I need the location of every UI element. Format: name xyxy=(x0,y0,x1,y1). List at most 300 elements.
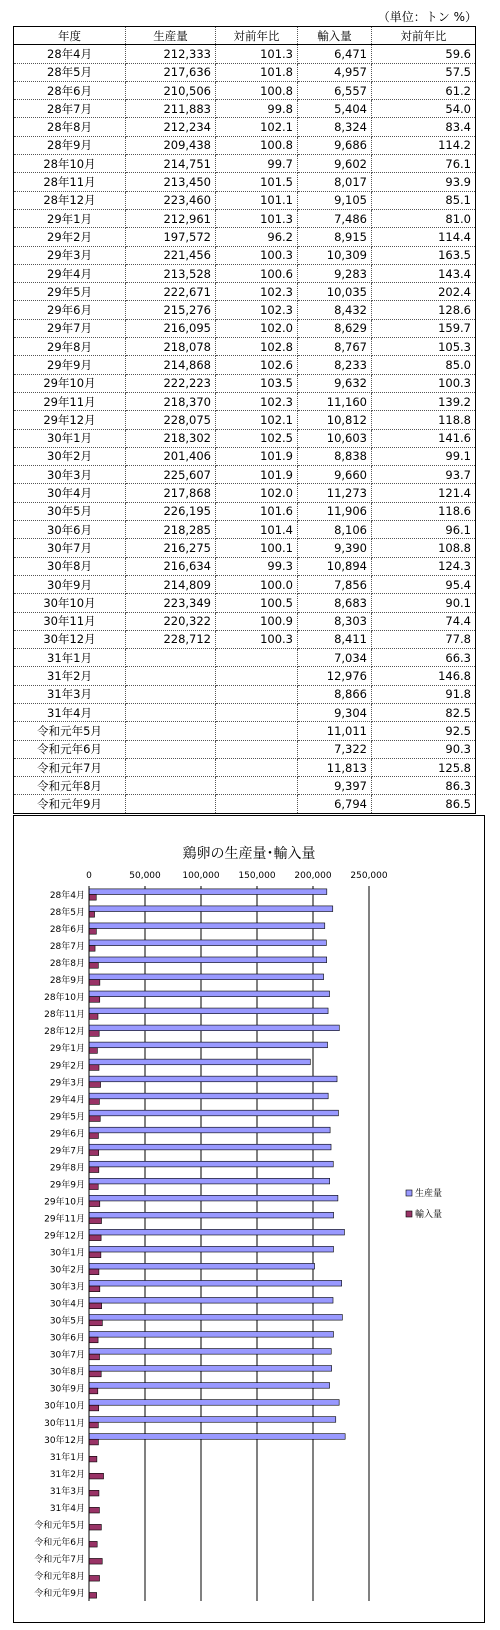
bar-production xyxy=(89,1246,333,1252)
bar-imports xyxy=(89,1048,97,1054)
cell-production: 228,712 xyxy=(126,630,216,648)
category-label: 30年11月 xyxy=(44,1418,85,1429)
category-label: 29年4月 xyxy=(49,1095,85,1106)
bar-imports xyxy=(89,1456,97,1462)
cell-production-yoy: 101.4 xyxy=(216,521,298,539)
cell-production-yoy: 100.8 xyxy=(216,81,298,99)
bar-production xyxy=(89,957,327,963)
cell-period: 31年2月 xyxy=(14,667,126,685)
category-label: 31年4月 xyxy=(49,1503,85,1514)
cell-imports: 9,660 xyxy=(298,466,372,484)
cell-production-yoy: 100.3 xyxy=(216,630,298,648)
cell-period: 28年6月 xyxy=(14,81,126,99)
bar-production xyxy=(89,1349,331,1355)
bar-imports xyxy=(89,1218,101,1224)
table-row xyxy=(14,557,476,575)
cell-imports: 9,304 xyxy=(298,703,372,721)
table-row xyxy=(14,649,476,667)
bar-imports xyxy=(89,1320,102,1326)
category-label: 29年5月 xyxy=(49,1112,85,1123)
cell-imports: 9,602 xyxy=(298,155,372,173)
cell-period: 28年10月 xyxy=(14,155,126,173)
bar-imports xyxy=(89,1269,99,1275)
cell-production-yoy: 102.0 xyxy=(216,319,298,337)
table-row xyxy=(14,722,476,740)
cell-period: 令和元年9月 xyxy=(14,795,126,813)
cell-production xyxy=(126,703,216,721)
bar-production xyxy=(89,1110,338,1116)
cell-period: 30年7月 xyxy=(14,539,126,557)
cell-production-yoy xyxy=(216,795,298,813)
cell-imports-yoy: 90.3 xyxy=(372,740,476,758)
bar-imports xyxy=(89,895,96,901)
cell-period: 令和元年7月 xyxy=(14,758,126,776)
cell-period: 29年11月 xyxy=(14,392,126,410)
table-row xyxy=(14,630,476,648)
header-period: 年度 xyxy=(14,27,126,45)
cell-production xyxy=(126,740,216,758)
cell-production-yoy: 101.3 xyxy=(216,209,298,227)
cell-imports: 8,303 xyxy=(298,612,372,630)
cell-imports-yoy: 128.6 xyxy=(372,301,476,319)
category-label: 30年1月 xyxy=(49,1248,85,1259)
cell-production-yoy: 102.3 xyxy=(216,392,298,410)
cell-production: 218,370 xyxy=(126,392,216,410)
bar-imports xyxy=(89,929,96,935)
category-label: 29年9月 xyxy=(49,1180,85,1191)
cell-imports-yoy: 118.6 xyxy=(372,502,476,520)
table-row xyxy=(14,338,476,356)
cell-imports: 8,017 xyxy=(298,173,372,191)
bar-imports xyxy=(89,1422,98,1428)
bar-production xyxy=(89,1314,342,1320)
cell-production-yoy: 103.5 xyxy=(216,374,298,392)
cell-production: 209,438 xyxy=(126,136,216,154)
cell-production-yoy: 102.0 xyxy=(216,484,298,502)
bar-imports xyxy=(89,1065,99,1071)
cell-production: 213,528 xyxy=(126,264,216,282)
bar-imports xyxy=(89,963,98,969)
cell-period: 30年1月 xyxy=(14,429,126,447)
category-label: 30年8月 xyxy=(49,1367,85,1378)
cell-imports: 12,976 xyxy=(298,667,372,685)
cell-period: 令和元年8月 xyxy=(14,777,126,795)
table-row xyxy=(14,81,476,99)
cell-period: 28年9月 xyxy=(14,136,126,154)
cell-production: 223,349 xyxy=(126,594,216,612)
cell-production-yoy: 100.0 xyxy=(216,575,298,593)
cell-imports-yoy: 92.5 xyxy=(372,722,476,740)
table-row xyxy=(14,685,476,703)
cell-production-yoy: 101.3 xyxy=(216,45,298,63)
cell-imports-yoy: 86.5 xyxy=(372,795,476,813)
category-label: 令和元年5月 xyxy=(34,1520,85,1531)
cell-imports: 10,603 xyxy=(298,429,372,447)
bar-production xyxy=(89,1195,338,1201)
category-label: 29年10月 xyxy=(44,1197,85,1208)
bar-production xyxy=(89,1383,330,1389)
cell-production xyxy=(126,795,216,813)
table-row xyxy=(14,539,476,557)
cell-production-yoy: 100.3 xyxy=(216,246,298,264)
table-row xyxy=(14,173,476,191)
bar-production xyxy=(89,1400,339,1406)
table-row xyxy=(14,667,476,685)
category-label: 31年2月 xyxy=(49,1469,85,1480)
cell-production-yoy xyxy=(216,667,298,685)
cell-production-yoy xyxy=(216,649,298,667)
header-production-yoy: 対前年比 xyxy=(216,27,298,45)
bar-imports xyxy=(89,1371,101,1377)
cell-period: 30年5月 xyxy=(14,502,126,520)
cell-production-yoy: 100.5 xyxy=(216,594,298,612)
cell-production: 212,333 xyxy=(126,45,216,63)
cell-production-yoy xyxy=(216,740,298,758)
bar-imports xyxy=(89,1575,100,1581)
cell-period: 28年12月 xyxy=(14,191,126,209)
cell-imports-yoy: 86.3 xyxy=(372,777,476,795)
bar-production xyxy=(89,991,330,997)
bar-imports xyxy=(89,1099,99,1105)
cell-imports-yoy: 57.5 xyxy=(372,63,476,81)
cell-production-yoy: 102.3 xyxy=(216,301,298,319)
cell-period: 30年3月 xyxy=(14,466,126,484)
cell-period: 28年7月 xyxy=(14,100,126,118)
cell-period: 30年12月 xyxy=(14,630,126,648)
bar-imports xyxy=(89,997,100,1003)
table-row xyxy=(14,740,476,758)
table-row xyxy=(14,209,476,227)
category-label: 28年10月 xyxy=(44,993,85,1004)
table-row xyxy=(14,466,476,484)
table-row xyxy=(14,356,476,374)
cell-production xyxy=(126,758,216,776)
cell-production-yoy: 100.1 xyxy=(216,539,298,557)
cell-production-yoy: 101.9 xyxy=(216,466,298,484)
bar-production xyxy=(89,889,327,895)
cell-period: 29年6月 xyxy=(14,301,126,319)
cell-production: 216,095 xyxy=(126,319,216,337)
cell-production-yoy xyxy=(216,685,298,703)
cell-imports-yoy: 121.4 xyxy=(372,484,476,502)
category-label: 31年1月 xyxy=(49,1452,85,1463)
cell-imports-yoy: 61.2 xyxy=(372,81,476,99)
x-tick-label: 250,000 xyxy=(350,871,388,881)
x-tick-label: 200,000 xyxy=(294,871,332,881)
cell-imports: 9,390 xyxy=(298,539,372,557)
chart-panel xyxy=(13,815,485,1623)
table-row xyxy=(14,392,476,410)
bar-imports xyxy=(89,1014,98,1020)
table-row xyxy=(14,703,476,721)
cell-period: 28年11月 xyxy=(14,173,126,191)
cell-production-yoy: 102.5 xyxy=(216,429,298,447)
unit-note: （単位：トン %） xyxy=(377,10,477,24)
bar-imports xyxy=(89,1286,100,1292)
category-label: 29年12月 xyxy=(44,1231,85,1242)
cell-imports: 8,411 xyxy=(298,630,372,648)
bar-production xyxy=(89,1127,330,1133)
table-row xyxy=(14,228,476,246)
category-label: 令和元年7月 xyxy=(34,1554,85,1565)
bar-imports xyxy=(89,1150,99,1156)
cell-production: 216,634 xyxy=(126,557,216,575)
cell-imports-yoy: 91.8 xyxy=(372,685,476,703)
cell-production-yoy: 101.1 xyxy=(216,191,298,209)
cell-imports-yoy: 81.0 xyxy=(372,209,476,227)
category-label: 29年3月 xyxy=(49,1078,85,1089)
bar-imports xyxy=(89,1490,99,1496)
table-row xyxy=(14,45,476,63)
cell-production-yoy xyxy=(216,703,298,721)
cell-imports: 9,632 xyxy=(298,374,372,392)
cell-imports-yoy: 82.5 xyxy=(372,703,476,721)
cell-period: 29年8月 xyxy=(14,338,126,356)
bar-production xyxy=(89,923,325,929)
cell-imports-yoy: 139.2 xyxy=(372,392,476,410)
legend-swatch-production xyxy=(406,1190,412,1196)
bar-production xyxy=(89,1366,332,1372)
cell-imports-yoy: 74.4 xyxy=(372,612,476,630)
cell-period: 30年4月 xyxy=(14,484,126,502)
bar-production xyxy=(89,974,324,980)
table-body xyxy=(14,45,476,813)
x-tick-label: 150,000 xyxy=(238,871,276,881)
cell-production: 223,460 xyxy=(126,191,216,209)
cell-imports-yoy: 125.8 xyxy=(372,758,476,776)
cell-imports: 9,397 xyxy=(298,777,372,795)
cell-imports-yoy: 54.0 xyxy=(372,100,476,118)
table-row xyxy=(14,246,476,264)
cell-imports: 6,557 xyxy=(298,81,372,99)
cell-imports: 7,034 xyxy=(298,649,372,667)
bar-production xyxy=(89,1161,333,1167)
bar-production xyxy=(89,1076,337,1082)
cell-production: 220,322 xyxy=(126,612,216,630)
category-label: 28年6月 xyxy=(49,925,85,936)
bar-imports xyxy=(89,1405,99,1411)
cell-production-yoy: 102.1 xyxy=(216,118,298,136)
cell-period: 28年4月 xyxy=(14,45,126,63)
cell-imports-yoy: 59.6 xyxy=(372,45,476,63)
cell-imports: 7,322 xyxy=(298,740,372,758)
cell-production: 217,636 xyxy=(126,63,216,81)
cell-production: 212,234 xyxy=(126,118,216,136)
cell-production-yoy: 102.6 xyxy=(216,356,298,374)
cell-period: 30年2月 xyxy=(14,447,126,465)
cell-production-yoy: 100.6 xyxy=(216,264,298,282)
cell-production: 221,456 xyxy=(126,246,216,264)
cell-imports-yoy: 76.1 xyxy=(372,155,476,173)
table-row xyxy=(14,429,476,447)
cell-production: 214,751 xyxy=(126,155,216,173)
bar-imports xyxy=(89,1235,101,1241)
cell-production-yoy: 101.6 xyxy=(216,502,298,520)
cell-production-yoy: 101.5 xyxy=(216,173,298,191)
cell-imports: 7,486 xyxy=(298,209,372,227)
cell-production: 218,285 xyxy=(126,521,216,539)
cell-period: 31年3月 xyxy=(14,685,126,703)
table-row xyxy=(14,502,476,520)
table-row xyxy=(14,374,476,392)
cell-imports-yoy: 95.4 xyxy=(372,575,476,593)
bar-production xyxy=(89,906,333,912)
bar-imports xyxy=(89,1252,101,1258)
cell-production xyxy=(126,722,216,740)
cell-period: 30年10月 xyxy=(14,594,126,612)
bar-production xyxy=(89,1297,333,1303)
category-label: 令和元年8月 xyxy=(34,1571,85,1582)
bar-production xyxy=(89,940,326,946)
cell-production: 215,276 xyxy=(126,301,216,319)
cell-production: 201,406 xyxy=(126,447,216,465)
table-header-row xyxy=(14,27,476,45)
cell-imports-yoy: 85.0 xyxy=(372,356,476,374)
header-imports: 輸入量 xyxy=(298,27,372,45)
cell-imports: 11,813 xyxy=(298,758,372,776)
cell-imports: 8,106 xyxy=(298,521,372,539)
cell-production: 222,223 xyxy=(126,374,216,392)
cell-production: 210,506 xyxy=(126,81,216,99)
table-row xyxy=(14,447,476,465)
cell-production-yoy: 99.8 xyxy=(216,100,298,118)
cell-imports-yoy: 159.7 xyxy=(372,319,476,337)
cell-imports-yoy: 100.3 xyxy=(372,374,476,392)
cell-imports: 9,283 xyxy=(298,264,372,282)
cell-imports-yoy: 83.4 xyxy=(372,118,476,136)
cell-period: 令和元年6月 xyxy=(14,740,126,758)
cell-imports: 10,309 xyxy=(298,246,372,264)
cell-imports: 11,273 xyxy=(298,484,372,502)
bar-imports xyxy=(89,1388,98,1394)
category-label: 令和元年6月 xyxy=(34,1537,85,1548)
bar-production xyxy=(89,1042,328,1048)
cell-production xyxy=(126,685,216,703)
cell-imports-yoy: 99.1 xyxy=(372,447,476,465)
cell-production-yoy xyxy=(216,722,298,740)
header-imports-yoy: 対前年比 xyxy=(372,27,476,45)
bar-imports xyxy=(89,1082,101,1088)
cell-imports-yoy: 124.3 xyxy=(372,557,476,575)
cell-production-yoy: 100.8 xyxy=(216,136,298,154)
cell-period: 30年11月 xyxy=(14,612,126,630)
cell-production-yoy: 96.2 xyxy=(216,228,298,246)
cell-production-yoy: 99.3 xyxy=(216,557,298,575)
table-row xyxy=(14,575,476,593)
cell-imports-yoy: 85.1 xyxy=(372,191,476,209)
bar-imports xyxy=(89,1473,104,1479)
cell-imports: 5,404 xyxy=(298,100,372,118)
cell-production: 216,275 xyxy=(126,539,216,557)
cell-production: 222,671 xyxy=(126,283,216,301)
category-label: 30年2月 xyxy=(49,1265,85,1276)
cell-production-yoy: 102.8 xyxy=(216,338,298,356)
table-row xyxy=(14,795,476,813)
cell-imports-yoy: 118.8 xyxy=(372,411,476,429)
category-label: 30年7月 xyxy=(49,1350,85,1361)
cell-imports: 8,683 xyxy=(298,594,372,612)
cell-imports: 8,432 xyxy=(298,301,372,319)
cell-imports-yoy: 202.4 xyxy=(372,283,476,301)
cell-imports: 9,105 xyxy=(298,191,372,209)
bar-production xyxy=(89,1178,330,1184)
category-label: 30年4月 xyxy=(49,1299,85,1310)
category-label: 30年10月 xyxy=(44,1401,85,1412)
bar-imports xyxy=(89,1507,99,1513)
header-production: 生産量 xyxy=(126,27,216,45)
category-label: 28年11月 xyxy=(44,1010,85,1021)
cell-imports: 11,160 xyxy=(298,392,372,410)
table-row xyxy=(14,612,476,630)
cell-imports: 6,471 xyxy=(298,45,372,63)
cell-production: 217,868 xyxy=(126,484,216,502)
cell-period: 30年9月 xyxy=(14,575,126,593)
cell-period: 29年12月 xyxy=(14,411,126,429)
category-label: 28年12月 xyxy=(44,1027,85,1038)
bar-imports xyxy=(89,1524,101,1530)
cell-production: 218,078 xyxy=(126,338,216,356)
bar-imports xyxy=(89,912,95,918)
cell-imports: 8,915 xyxy=(298,228,372,246)
table-row xyxy=(14,484,476,502)
cell-production-yoy: 99.7 xyxy=(216,155,298,173)
table-row xyxy=(14,191,476,209)
category-label: 29年6月 xyxy=(49,1129,85,1140)
bar-production xyxy=(89,1417,336,1423)
category-label: 30年3月 xyxy=(49,1282,85,1293)
table-row xyxy=(14,594,476,612)
cell-imports: 8,324 xyxy=(298,118,372,136)
bar-imports xyxy=(89,1558,102,1564)
category-label: 28年4月 xyxy=(49,891,85,902)
cell-imports: 6,794 xyxy=(298,795,372,813)
cell-period: 28年5月 xyxy=(14,63,126,81)
bar-imports xyxy=(89,1439,98,1445)
table-row xyxy=(14,264,476,282)
cell-imports: 10,894 xyxy=(298,557,372,575)
bar-production xyxy=(89,1212,334,1218)
bar-imports xyxy=(89,1184,98,1190)
cell-production xyxy=(126,667,216,685)
cell-imports: 4,957 xyxy=(298,63,372,81)
cell-imports: 11,906 xyxy=(298,502,372,520)
cell-imports: 7,856 xyxy=(298,575,372,593)
cell-imports-yoy: 93.7 xyxy=(372,466,476,484)
cell-imports-yoy: 66.3 xyxy=(372,649,476,667)
bar-imports xyxy=(89,946,95,952)
category-label: 30年9月 xyxy=(49,1384,85,1395)
cell-period: 30年8月 xyxy=(14,557,126,575)
legend-swatch-imports xyxy=(406,1211,412,1217)
cell-production xyxy=(126,649,216,667)
category-label: 30年5月 xyxy=(49,1316,85,1327)
bar-production xyxy=(89,1008,328,1014)
bar-imports xyxy=(89,1592,97,1598)
data-table xyxy=(13,26,476,814)
bar-imports xyxy=(89,1541,97,1547)
cell-period: 29年7月 xyxy=(14,319,126,337)
cell-imports: 10,035 xyxy=(298,283,372,301)
cell-imports: 8,838 xyxy=(298,447,372,465)
cell-imports-yoy: 163.5 xyxy=(372,246,476,264)
bar-imports xyxy=(89,1031,99,1037)
cell-production-yoy: 101.9 xyxy=(216,447,298,465)
bar-imports xyxy=(89,980,100,986)
cell-production: 214,809 xyxy=(126,575,216,593)
table-row xyxy=(14,100,476,118)
category-label: 28年9月 xyxy=(49,976,85,987)
bar-imports xyxy=(89,1167,99,1173)
